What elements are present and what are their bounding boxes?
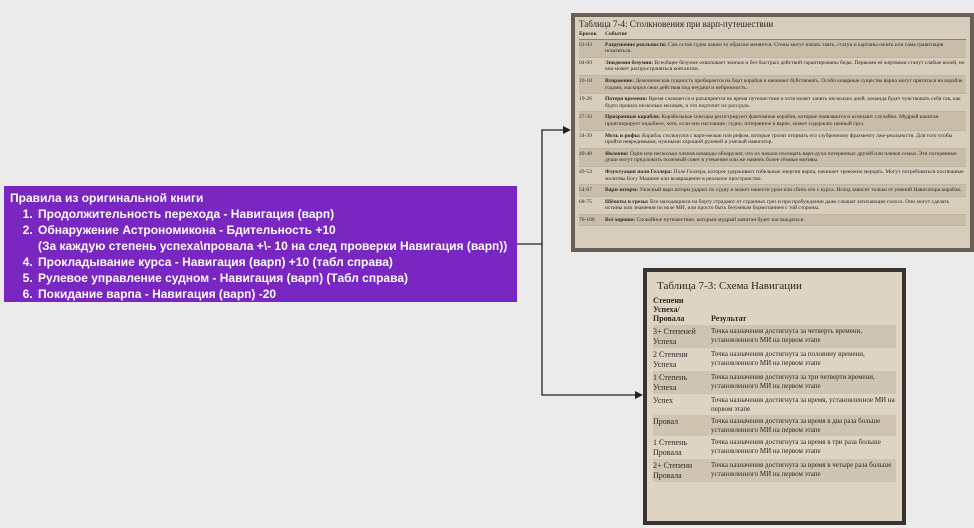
result-cell: Точка назначения достигнута за время в два раза больше установленного МИ на первом этапе	[711, 417, 881, 434]
event-text: Корабль столкнулся с варп-мелью или рифом, которые грозят оторвать его злубренному фрагменту лже-реальности. Для того чтобы пройти невредимыми, нужными хороший рулевой и умелый навигатор.	[605, 132, 953, 146]
rules-item: 5. Рулевое управление судном - Навигация (варп) (Табл справа)	[36, 270, 511, 286]
event-text: Спокойное путешествие, которым мудрый капитан будет наслаждаться.	[636, 216, 805, 223]
rules-note-title: Правила из оригинальной книги	[10, 191, 204, 205]
table-7-4-title: Таблица 7-4: Столкновения при варп-путешествии	[579, 19, 774, 29]
event-name: Разрушение реальности:	[605, 41, 667, 48]
degree-cell: 1 Степень Провала	[653, 438, 688, 457]
table-row	[653, 415, 896, 436]
event-cell	[605, 42, 966, 55]
col-degrees: Степени Успеха/ Провала	[653, 296, 685, 323]
table-row	[653, 459, 896, 482]
roll-cell: 19-26	[579, 96, 592, 103]
event-text: Поле Геллера, которое удерживает гибельные энергии варпа, начинает тревожно мерцать. Могут потребоваться поспешные молитвы Богу Машине или возвращение в реальное пространство.	[605, 168, 964, 182]
event-text: Корабельные сенсоры регистрируют фантомные корабли, которые появляются и исчезают случайно. Мудрый капитан проигнорирует подобное, хотя, если оно настоящее, судно, потерянное в варпе, может содержать ценный груз.	[605, 114, 939, 127]
event-cell	[605, 169, 966, 182]
event-text: Сам остов судна каким то образом меняется. Стены могут начать таять, статуи и картины ожить или сама гравитация исказиться.	[605, 41, 944, 55]
event-text: Время сжимается и расширяется во время путешествия и хотя может занять несколько дней, команда будет чувствовать себя так, как будто прошло несколько месяцев, и это подточит их рассудок.	[605, 96, 961, 109]
table-row	[653, 371, 896, 394]
event-name: Варп-шторм:	[605, 187, 639, 194]
event-text: Демоническая сущность пробирается на борт корабля и начинает буйствовать. Особо коварные существа варпа могут прятаться на корабле годами, маскируя свои действия под неудачи и небрежность.	[605, 77, 963, 91]
event-cell	[605, 217, 966, 224]
result-cell: Точка назначения достигнута за время в три раза больше установленного МИ на первом этапе	[711, 438, 881, 455]
event-name: Всё хорошо:	[605, 216, 636, 223]
result-cell: Точка назначения достигнута за четверть времени, установленного МИ на первом этапе	[711, 327, 863, 344]
roll-cell: 04-09	[579, 59, 592, 66]
table-7-4-header	[579, 31, 966, 40]
table-7-3-body	[653, 325, 896, 482]
table-row	[579, 76, 966, 94]
event-text: Все находящиеся на борту страдают от странных грез и при пробуждении даже слышат затихающие голоса. Они могут сделать истины или знамения по воле МИ, или просто быть безумным бормотанием с той стороны.	[605, 198, 950, 212]
roll-cell: 76-100	[579, 216, 595, 223]
col-result: Результат	[711, 314, 747, 323]
event-name: Мель и рифы:	[605, 132, 641, 139]
table-row	[579, 185, 966, 197]
roll-cell: 27-33	[579, 114, 592, 121]
degree-cell: 2 Степени Успеха	[653, 350, 688, 369]
table-row	[579, 40, 966, 58]
degree-cell: 1 Степень Успеха	[653, 373, 688, 392]
table-row	[579, 112, 966, 130]
result-cell: Точка назначения достигнута за три четверти времени, установленного МИ на первом этапе	[711, 373, 875, 390]
event-cell	[605, 78, 966, 91]
event-cell	[605, 133, 966, 146]
rules-item: 2. Обнаружение Астрономикона - Бдительность +10	[36, 222, 511, 238]
event-name: Вторжение:	[605, 77, 635, 84]
table-row	[579, 197, 966, 215]
table-row	[653, 394, 896, 415]
roll-cell: 49-53	[579, 168, 592, 175]
table-7-4-image[interactable]	[571, 13, 974, 252]
table-row	[653, 348, 896, 371]
degree-cell: 2+ Степени Провала	[653, 461, 693, 480]
table-7-3-image[interactable]	[643, 268, 906, 525]
roll-cell: 10-18	[579, 77, 592, 84]
event-name: Потеря времени:	[605, 96, 648, 103]
rules-list	[10, 206, 511, 302]
event-cell	[605, 60, 966, 73]
result-cell: Точка назначения достигнута за время, установленное МИ на первом этапе	[711, 396, 895, 413]
event-text: Ужасный варп шторм ударил по судну и может нанести урон или сбить его с курса. Исход зависит только от умений Навигатора корабля.	[639, 187, 962, 194]
event-cell	[605, 187, 966, 194]
degree-cell: Провал	[653, 417, 679, 426]
table-row	[579, 167, 966, 185]
event-cell	[605, 151, 966, 164]
roll-cell: 01-03	[579, 41, 592, 48]
event-text: Один или несколько членов команды обнаружат, что их начали посещать варп-духи потерянных друзей или членов семьи. Эти потерянные души могут предложить полезный совет в утешение или же навеять более тёмные мотивы.	[605, 150, 957, 164]
col-event: Событие	[605, 31, 628, 37]
roll-cell: 34-39	[579, 132, 592, 139]
event-name: Призрачные корабли:	[605, 114, 661, 121]
table-7-4-body	[579, 40, 966, 227]
table-row	[579, 58, 966, 76]
event-cell	[605, 96, 966, 109]
rules-item: 1. Продолжительность перехода - Навигация (варп)	[36, 206, 511, 222]
result-cell: Точка назначения достигнута за половину времени, установленного МИ на первом этапе	[711, 350, 865, 367]
event-text: Всеобщее безумие охватывает экипаж и без быстрых действий гарантированы беды. Первыми её жертвами станут слабые волей, но она может распространяться контактом.	[605, 59, 965, 73]
rules-item-note: (За каждую степень успеха\провала +\- 10 на след проверки Навигация (варп))	[38, 239, 508, 253]
table-7-3-header	[653, 296, 896, 323]
table-row	[653, 325, 896, 348]
arrowhead-bottom	[635, 391, 643, 399]
roll-cell: 54-67	[579, 187, 592, 194]
roll-cell: 68-75	[579, 198, 592, 205]
event-name: Флуктуация поля Геллера:	[605, 168, 673, 175]
event-cell	[605, 199, 966, 212]
result-cell: Точка назначения достигнута за время в четыре раза больше установленного МИ на первом этапе	[711, 461, 892, 478]
rules-note[interactable]	[4, 186, 517, 302]
roll-cell: 40-48	[579, 150, 592, 157]
event-cell	[605, 114, 966, 127]
table-7-3-title: Таблица 7-3: Схема Навигации	[657, 280, 802, 292]
rules-item: 4. Прокладывание курса - Навигация (варп) +10 (табл справа)	[36, 254, 511, 270]
table-row	[579, 215, 966, 227]
event-name: Явления:	[605, 150, 629, 157]
arrowhead-top	[563, 126, 571, 134]
event-name: Эпидемия безумия:	[605, 59, 654, 66]
col-roll: Бросок	[579, 31, 597, 37]
rules-item: 6. Покидание варпа - Навигация (варп) -20	[36, 286, 511, 302]
degree-cell: 3+ Степеней Успеха	[653, 327, 696, 346]
table-row	[579, 131, 966, 149]
table-row	[579, 149, 966, 167]
degree-cell: Успех	[653, 396, 673, 405]
event-name: Шёпоты и грезы:	[605, 198, 649, 205]
table-row	[653, 436, 896, 459]
table-row	[579, 94, 966, 112]
